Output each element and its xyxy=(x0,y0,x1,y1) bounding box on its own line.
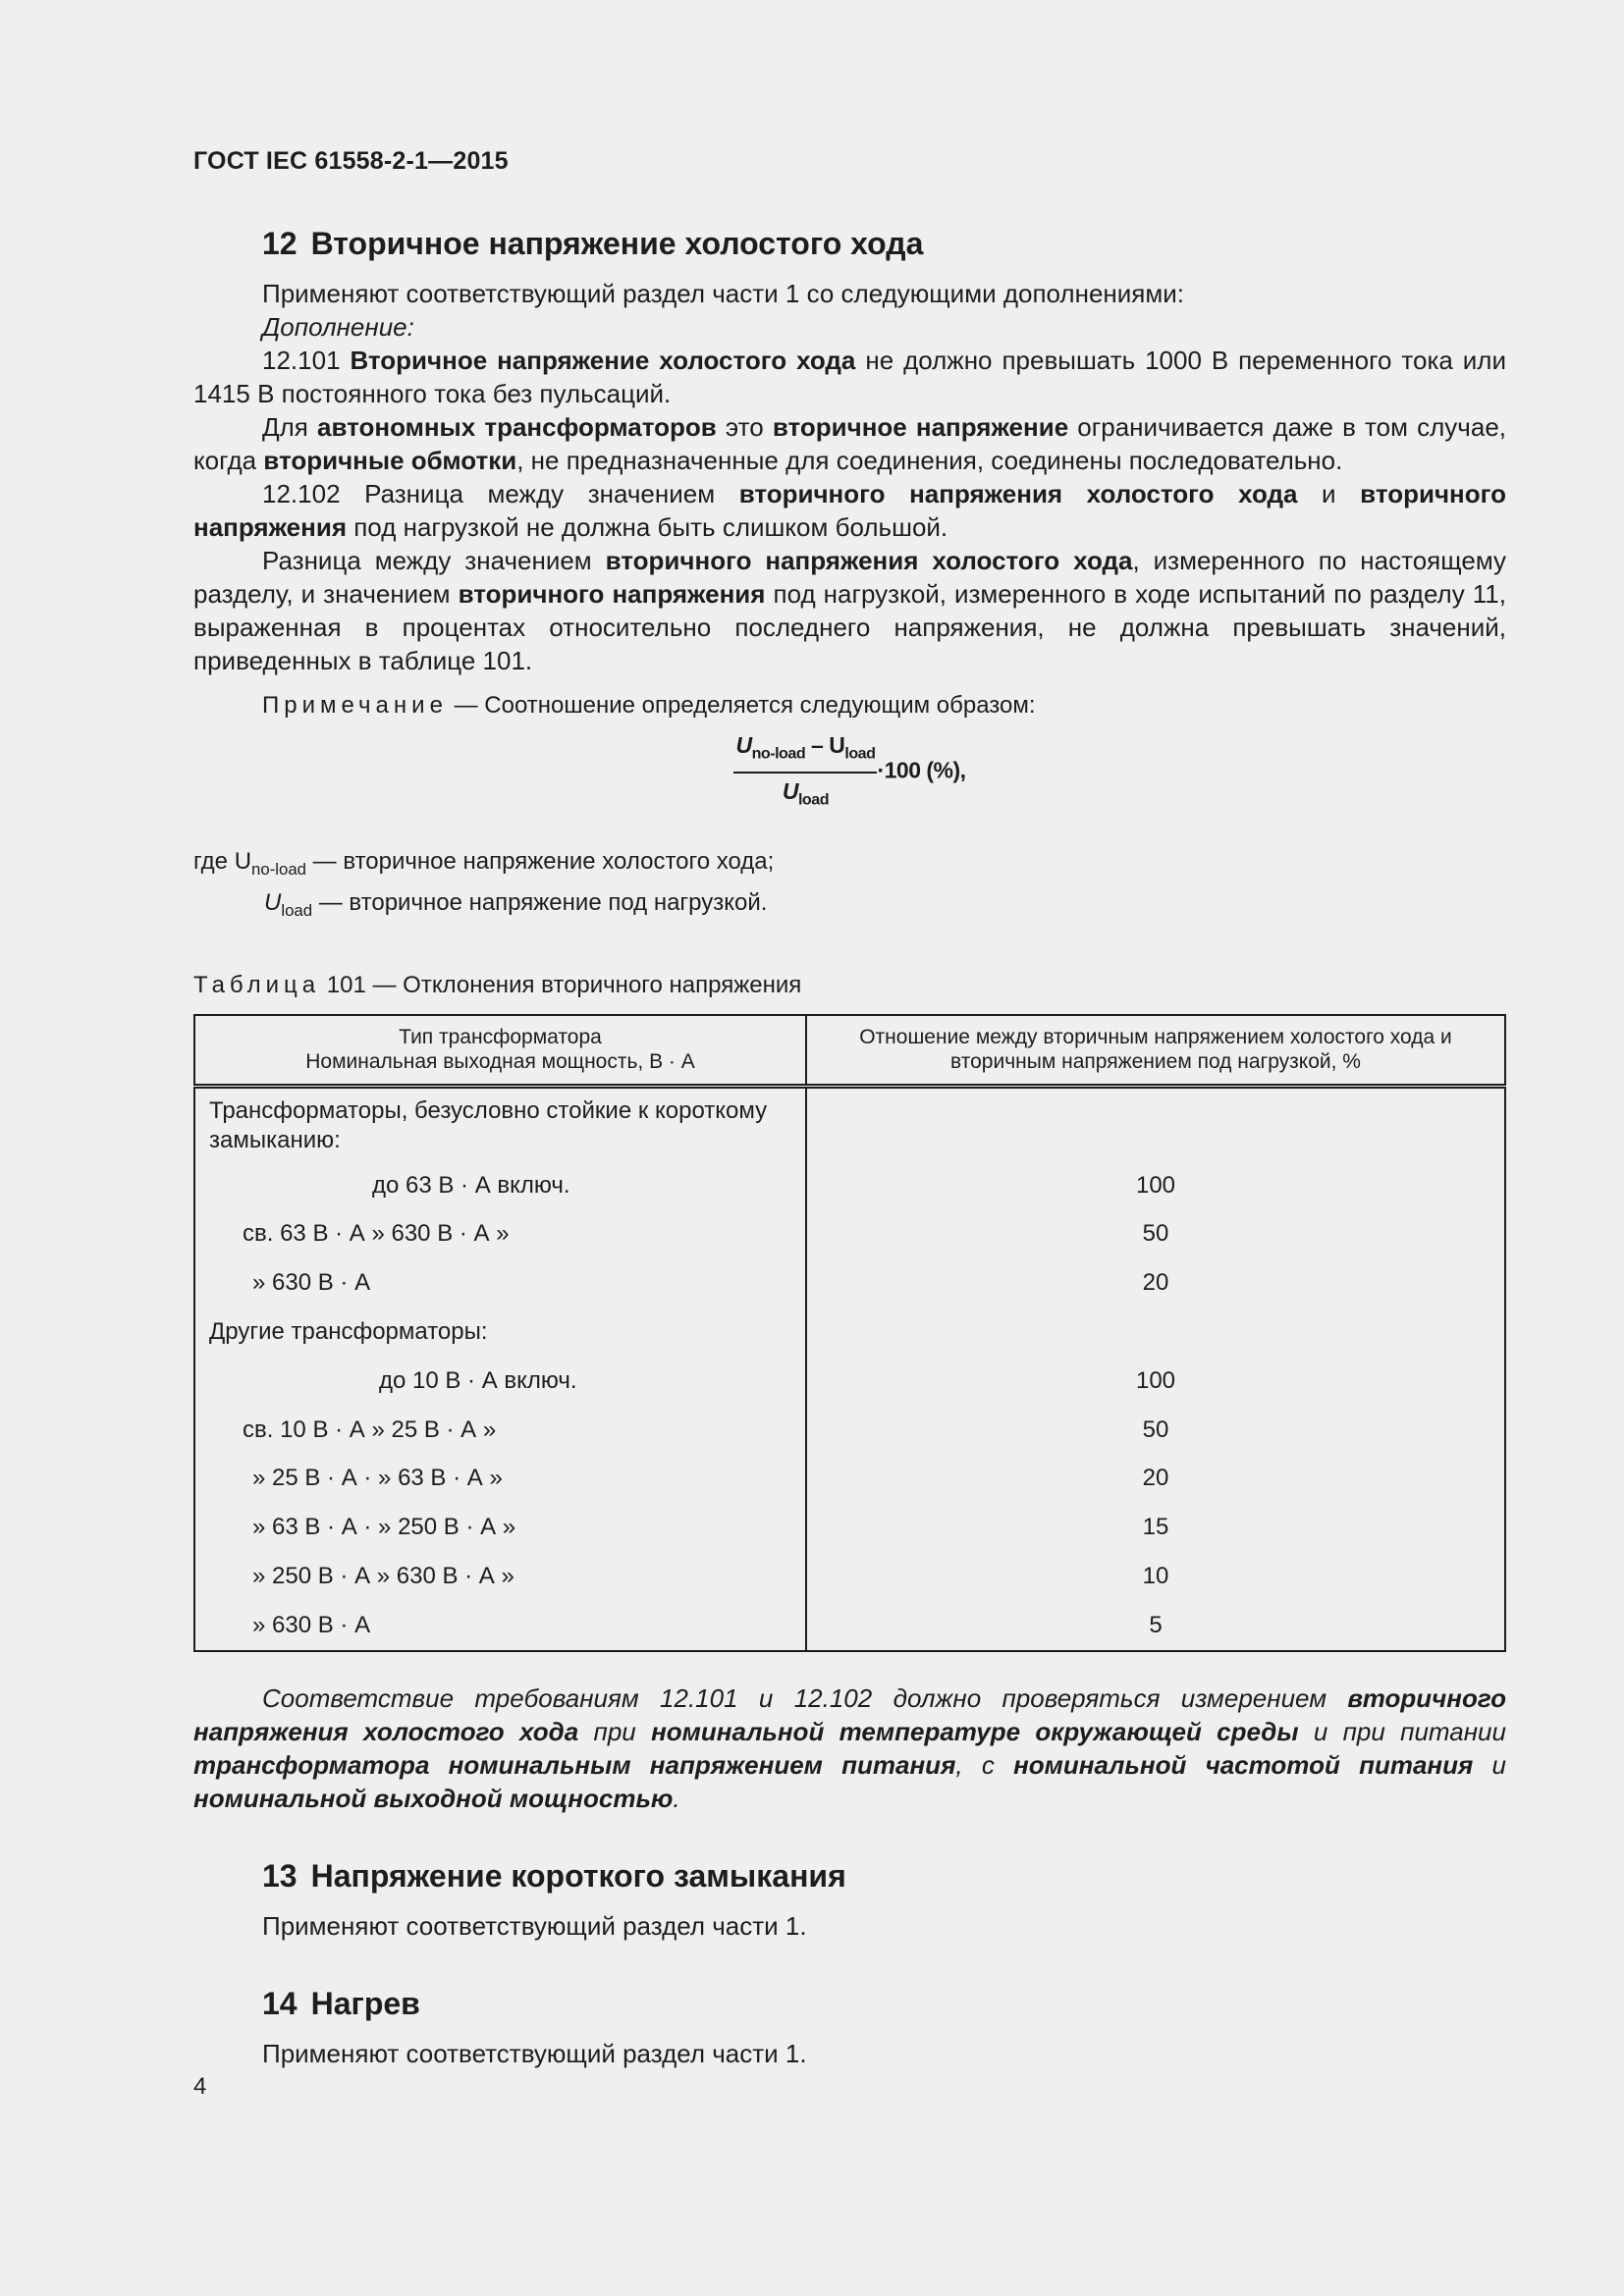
note-label: Примечание xyxy=(262,692,448,719)
table-row: до 10 В · А включ. 100 xyxy=(194,1357,1505,1406)
table-header-row xyxy=(194,1015,1505,1087)
page-content xyxy=(193,222,1506,2070)
section-13-text: Применяют соответствующий раздел части 1. xyxy=(262,1910,807,1941)
column-header-type: Тип трансформатора Номинальная выходная мощность, В · А xyxy=(194,1015,806,1087)
table-row: » 250 В · А » 630 В · А » 10 xyxy=(194,1552,1505,1601)
table-caption: Таблица 101 — Отклонения вторичного напряжения xyxy=(193,971,802,998)
ratio-formula xyxy=(193,728,1506,816)
section-14-text: Применяют соответствующий раздел части 1. xyxy=(262,2038,807,2068)
compliance-paragraph: Соответствие требованиям 12.101 и 12.102 должно проверяться измерением вторичного напряжения холостого хода при номинальной температуре окружающей среды и при питании трансформатора номинальным напряжением питания, с номинальной частотой питания и номинальной выходной мощностью. xyxy=(193,1682,1506,1813)
group-label-short-circuit-proof: Трансформаторы, безусловно стойкие к короткому замыканию: xyxy=(194,1086,806,1161)
paragraph-autonomous: Для автономных трансформаторов это вторичное напряжение ограничивается даже в том случае, когда вторичные обмотки, не предназначенные для соединения, соединены последовательно. xyxy=(193,412,1506,475)
section-number: 12 xyxy=(262,226,298,261)
paragraph-12-102: 12.102 Разница между значением вторичного напряжения холостого хода и вторичного напряжения под нагрузкой не должна быть слишком большой. xyxy=(193,479,1506,542)
addition-label: Дополнение: xyxy=(262,312,414,342)
deviation-table xyxy=(193,1014,1506,1652)
formula-numerator: $U_{no-load} - U_{load}$ xyxy=(733,728,877,774)
legend-load: $U_{load}$ — вторичное напряжение под нагрузкой. xyxy=(264,888,768,920)
table-row: » 63 В · А · » 250 В · А » 15 xyxy=(194,1503,1505,1552)
formula-fraction xyxy=(733,728,877,816)
note-text: — Соотношение определяется следующим образом: xyxy=(447,692,1036,719)
section-title: Вторичное напряжение холостого хода xyxy=(310,226,924,261)
document-header: ГОСТ IEC 61558-2-1—2015 xyxy=(193,147,509,175)
intro-paragraph: Применяют соответствующий раздел части 1 со следующими дополнениями: xyxy=(262,279,1184,308)
formula-denominator: $U_{load}$ xyxy=(782,777,830,809)
formula-legend xyxy=(193,845,1506,928)
paragraph-12-101: 12.101 Вторичное напряжение холостого хода не должно превышать 1000 В переменного тока или 1415 В постоянного тока без пульсаций. xyxy=(193,346,1506,408)
table-row: » 25 В · А · » 63 В · А » 20 xyxy=(194,1455,1505,1504)
section-14-heading: 14 Нагрев xyxy=(262,1985,420,2021)
table-group-row xyxy=(194,1086,1505,1161)
table-row: » 630 В · А 5 xyxy=(194,1601,1505,1651)
table-group-row xyxy=(194,1308,1505,1357)
paragraph-difference: Разница между значением вторичного напряжения холостого хода, измеренного по настоящему разделу, и значением вторичного напряжения под нагрузкой, измеренного в ходе испытаний по разделу 11, выраженная в процентах относительно последнего напряжения, не должна превышать значений, приведенных в таблице 101. xyxy=(193,546,1506,675)
column-header-ratio: Отношение между вторичным напряжением холостого хода и вторичным напряжением под нагрузкой, % xyxy=(806,1015,1505,1087)
table-row: св. 63 В · А » 630 В · А » 50 xyxy=(194,1210,1505,1259)
section-12-heading xyxy=(193,222,1506,265)
note xyxy=(193,689,1506,722)
formula-multiplier: ·100 (%), xyxy=(877,757,966,783)
legend-no-load: где $U_{no-load}$ — вторичное напряжение холостого хода; xyxy=(193,848,775,879)
group-label-other: Другие трансформаторы: xyxy=(194,1308,806,1357)
page-number: 4 xyxy=(193,2073,207,2100)
table-row: до 63 В · А включ. 100 xyxy=(194,1161,1505,1210)
section-13-heading: 13 Напряжение короткого замыкания xyxy=(262,1857,846,1894)
table-row: » 630 В · А 20 xyxy=(194,1258,1505,1308)
table-row: св. 10 В · А » 25 В · А » 50 xyxy=(194,1406,1505,1455)
